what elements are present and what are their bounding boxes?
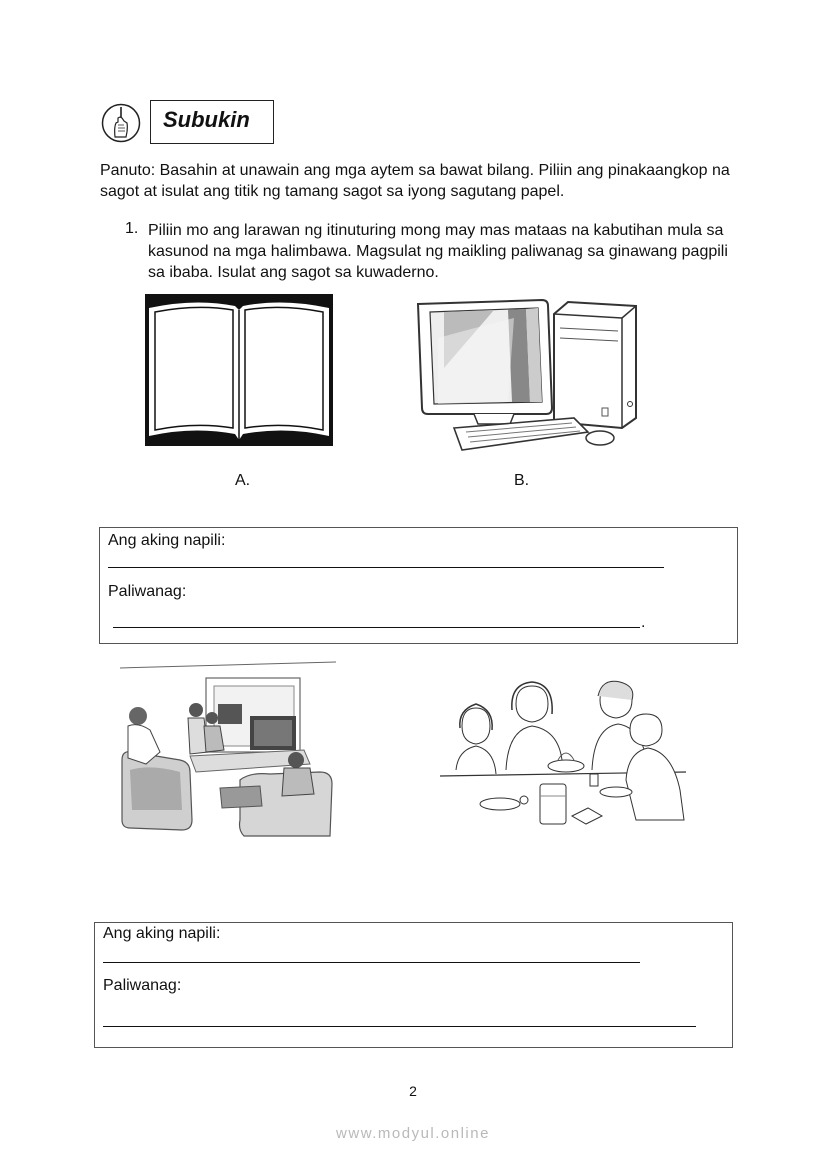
choice-b-label: B. bbox=[514, 472, 530, 489]
choice-a-label: A. bbox=[235, 472, 251, 489]
watermark-text: www.modyul.online bbox=[336, 1125, 490, 1142]
explanation-label: Paliwanag: bbox=[103, 977, 182, 994]
family-dinner-image bbox=[440, 680, 686, 830]
explanation-label: Paliwanag: bbox=[108, 583, 187, 600]
answer-box-2 bbox=[94, 922, 733, 1048]
open-book-image bbox=[145, 294, 333, 446]
item-number: 1. bbox=[125, 220, 139, 237]
living-room-family-image bbox=[120, 660, 336, 838]
page-number: 2 bbox=[409, 1083, 417, 1099]
answer-box-1 bbox=[99, 527, 738, 644]
section-title: Subukin bbox=[150, 100, 274, 144]
explanation-answer-line[interactable] bbox=[103, 1026, 696, 1027]
choice-answer-line[interactable] bbox=[103, 962, 640, 963]
choice-label: Ang aking napili: bbox=[108, 532, 226, 549]
instructions: Panuto: Basahin at unawain ang mga aytem sa bawat bilang. Piliin ang pinakaangkop na sagot at isulat ang titik ng tamang sagot sa iyong sagutang papel. bbox=[100, 162, 730, 200]
choice-label: Ang aking napili: bbox=[103, 925, 221, 942]
explanation-answer-line[interactable] bbox=[113, 627, 640, 628]
hand-pencil-icon bbox=[101, 103, 141, 143]
item-text: Piliin mo ang larawan ng itinuturing mong may mas mataas na kabutihan mula sa kasunod na mga halimbawa. Magsulat ng maikling paliwanag sa ginawang pagpili sa ibaba. Isulat ang sagot sa kuwaderno. bbox=[148, 222, 728, 281]
desktop-computer-image bbox=[414, 298, 640, 458]
line-end-mark: . bbox=[641, 614, 646, 631]
choice-answer-line[interactable] bbox=[108, 567, 664, 568]
